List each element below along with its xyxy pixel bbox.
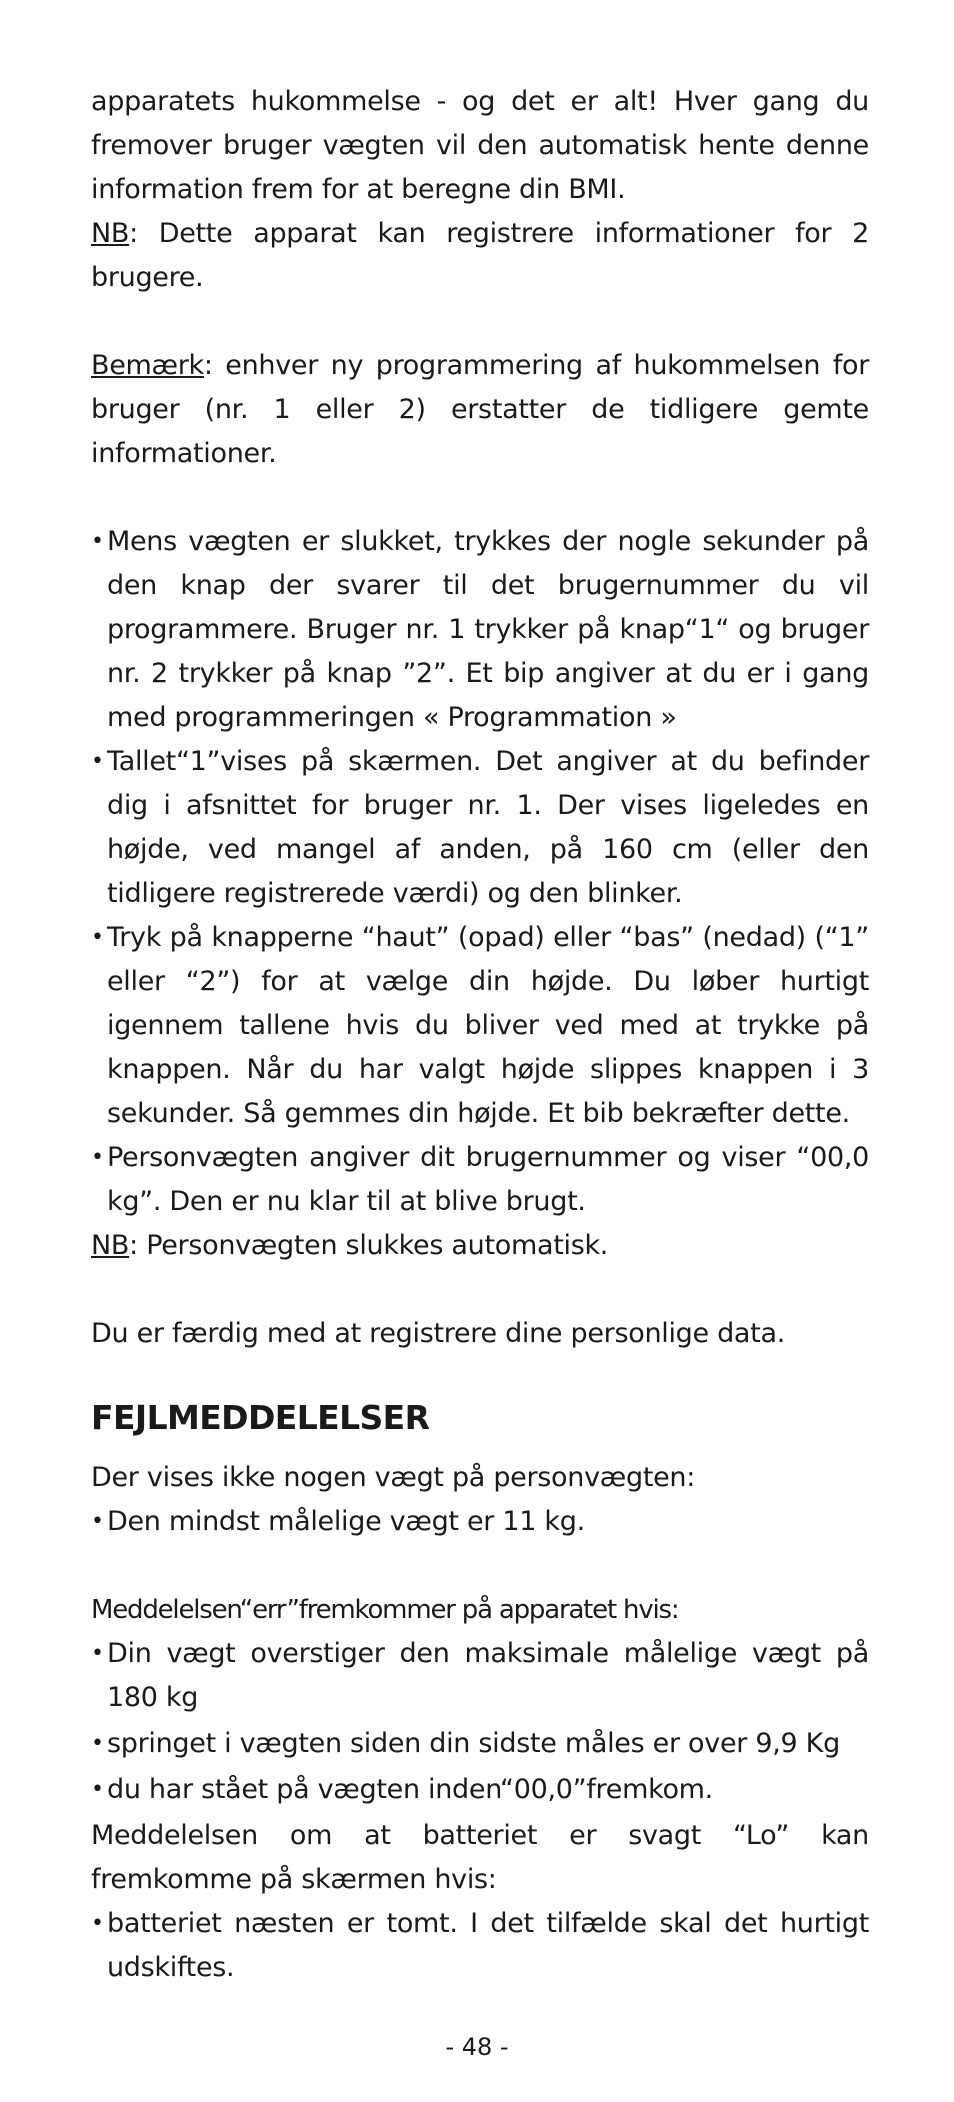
lo-list (91, 1902, 869, 1990)
note-label: Bemærk (91, 350, 204, 381)
bullet-icon: • (91, 1641, 104, 1666)
spacer (91, 1268, 869, 1312)
step-text: Tryk på knapperne “haut” (opad) eller “bas” (nedad) (“1” eller “2”) for at vælge din højde. Du løber hurtigt igennem tallene hvis du bliver ved med at trykke på knappen. Når du har valgt højde slippes knappen i 3 sekunder. Så gemmes din højde. Et bib bekræfter dette. (107, 922, 869, 1129)
no-weight-intro: Der vises ikke nogen vægt på personvægten: (91, 1462, 696, 1493)
list-item-text: du har stået på vægten inden“00,0”fremkom. (107, 1774, 713, 1805)
bullet-icon: • (91, 529, 104, 554)
step-text: Personvægten angiver dit brugernummer og viser “00,0 kg”. Den er nu klar til at blive brugt. (107, 1142, 869, 1217)
errors-heading: FEJLMEDDELELSER (91, 1398, 430, 1437)
programming-steps-list (91, 520, 869, 1224)
nb2-text: : Personvægten slukkes automatisk. (129, 1230, 609, 1261)
err-list (91, 1632, 869, 1812)
list-item (91, 1632, 869, 1720)
bullet-icon: • (91, 1777, 104, 1802)
list-item (91, 1136, 869, 1224)
list-item-text: Din vægt overstiger den maksimale målelige vægt på 180 kg (107, 1638, 869, 1713)
list-item (91, 1500, 869, 1544)
bullet-icon: • (91, 1731, 104, 1756)
bullet-icon: • (91, 1145, 104, 1170)
bullet-icon: • (91, 925, 104, 950)
spacer (91, 1544, 869, 1588)
nb-label: NB (91, 218, 130, 249)
bullet-icon: • (91, 749, 104, 774)
list-item (91, 520, 869, 740)
lo-intro: Meddelelsen om at batteriet er svagt “Lo” kan fremkomme på skærmen hvis: (91, 1820, 869, 1895)
list-item (91, 916, 869, 1136)
list-item (91, 1768, 869, 1812)
bullet-icon: • (91, 1911, 104, 1936)
list-item (91, 740, 869, 916)
spacer (91, 476, 869, 520)
intro-text: apparatets hukommelse - og det er alt! Hver gang du fremover bruger vægten vil den automatisk hente denne information frem for at beregne din BMI. (91, 86, 869, 205)
nb2-paragraph (91, 1224, 869, 1268)
step-text: Mens vægten er slukket, trykkes der nogle sekunder på den knap der svarer til det brugernummer du vil programmere. Bruger nr. 1 trykker på knap“1“ og bruger nr. 2 trykker på knap ”2”. Et bip angiver at du er i gang med programmeringen « Programmation » (107, 526, 869, 733)
no-weight-list (91, 1500, 869, 1544)
spacer (91, 300, 869, 344)
step-text: Tallet“1”vises på skærmen. Det angiver at du befinder dig i afsnittet for bruger nr. 1. Der vises ligeledes en højde, ved mangel af anden, på 160 cm (eller den tidligere registrerede værdi) og den blinker. (107, 746, 869, 909)
list-item-text: batteriet næsten er tomt. I det tilfælde skal det hurtigt udskiftes. (107, 1908, 869, 1983)
list-item-text: springet i vægten siden din sidste måles er over 9,9 Kg (107, 1728, 840, 1759)
list-item (91, 1902, 869, 1990)
manual-page (91, 80, 869, 1990)
note-text: : enhver ny programmering af hukommelsen for bruger (nr. 1 eller 2) erstatter de tidligere gemte informationer. (91, 350, 869, 469)
list-item (91, 1722, 869, 1766)
list-item-text: Den mindst målelige vægt er 11 kg. (107, 1506, 585, 1537)
nb-text: : Dette apparat kan registrere informationer for 2 brugere. (91, 218, 869, 293)
page-number: - 48 - (445, 2033, 509, 2061)
err-intro: Meddelelsen“err”fremkommer på apparatet hvis: (91, 1595, 679, 1625)
note-paragraph (91, 344, 869, 476)
done-paragraph: Du er færdig med at registrere dine personlige data. (91, 1318, 785, 1349)
intro-paragraph (91, 80, 869, 300)
nb2-label: NB (91, 1230, 130, 1261)
bullet-icon: • (91, 1509, 104, 1534)
